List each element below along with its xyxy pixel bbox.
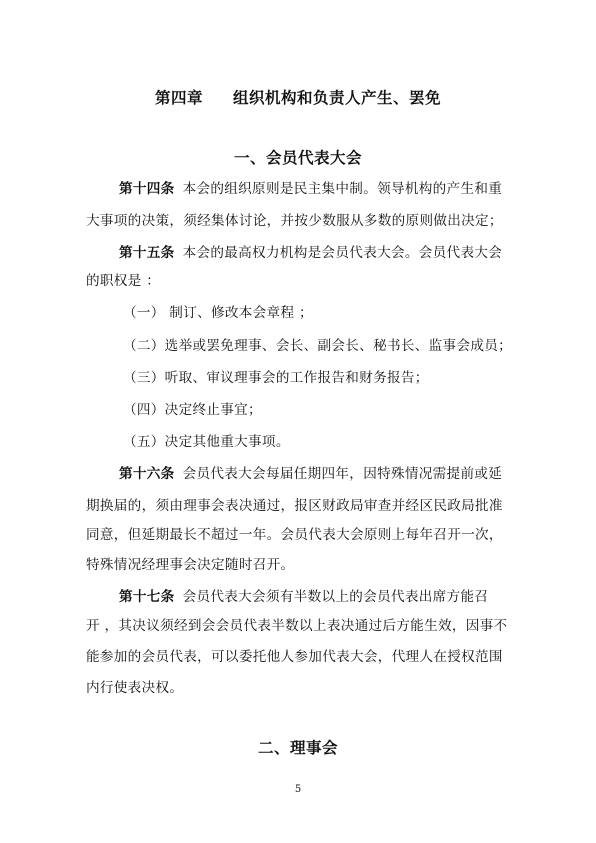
chapter-title-text: 组织机构和负责人产生、罢免 [233,89,442,107]
article-16-line-1: 第十六条 会员代表大会每届任期四年，因特殊情况需提前或延 [119,466,503,482]
chapter-heading [0,86,596,108]
chapter-number: 第四章 [154,89,203,107]
article-17-line-2: 开 ，其决议须经到会会员代表半数以上表决通过后方能生效，因事不 [86,618,508,634]
page-number: 5 [294,784,302,795]
article-16-line-2: 期换届的，须由理事会表决通过，报区财政局审查并经区民政局批准 [86,498,503,514]
article-15-item-3: （三）听取、审议理事会的工作报告和财务报告； [123,370,429,386]
section-heading-1: 一、会员代表大会 [233,149,362,167]
article-14-line-2: 大事项的决策，须经集体讨论，并按少数服从多数的原则做出决定； [86,213,503,229]
article-15-item-2: （二）选举或罢免理事、会长、副会长、秘书长、监事会成员； [123,338,513,354]
article-17-line-1: 第十七条 会员代表大会须有半数以上的会员代表出席方能召 [119,589,489,605]
article-16-number: 第十六条 [119,466,175,482]
section-heading-2: 二、理事会 [257,739,338,757]
article-17-line-4: 内行使表决权。 [86,680,184,696]
article-15-line-2: 的职权是 ： [86,273,161,289]
article-16-line-4: 特殊情况经理事会决定随时召开。 [86,557,295,573]
article-17-number: 第十七条 [119,589,175,605]
article-14-line-1: 第十四条 本会的组织原则是民主集中制。领导机构的产生和重 [119,181,503,197]
article-14-number: 第十四条 [119,181,175,197]
article-17-line-3: 能参加的会员代表，可以委托他人参加代表大会，代理人在授权范围 [86,649,503,665]
article-15-number: 第十五条 [119,245,175,261]
article-15-item-5: （五）决定其他重大事项。 [123,434,290,450]
article-15-line-1: 第十五条 本会的最高权力机构是会员代表大会。会员代表大会 [119,245,503,261]
article-15-item-4: （四）决定终止事宜； [123,402,262,418]
article-15-item-1: （一） 制订、修改本会章程 ； [123,305,313,321]
article-16-line-3: 同意，但延期最长不超过一年。会员代表大会原则上每年召开一次， [86,527,503,543]
